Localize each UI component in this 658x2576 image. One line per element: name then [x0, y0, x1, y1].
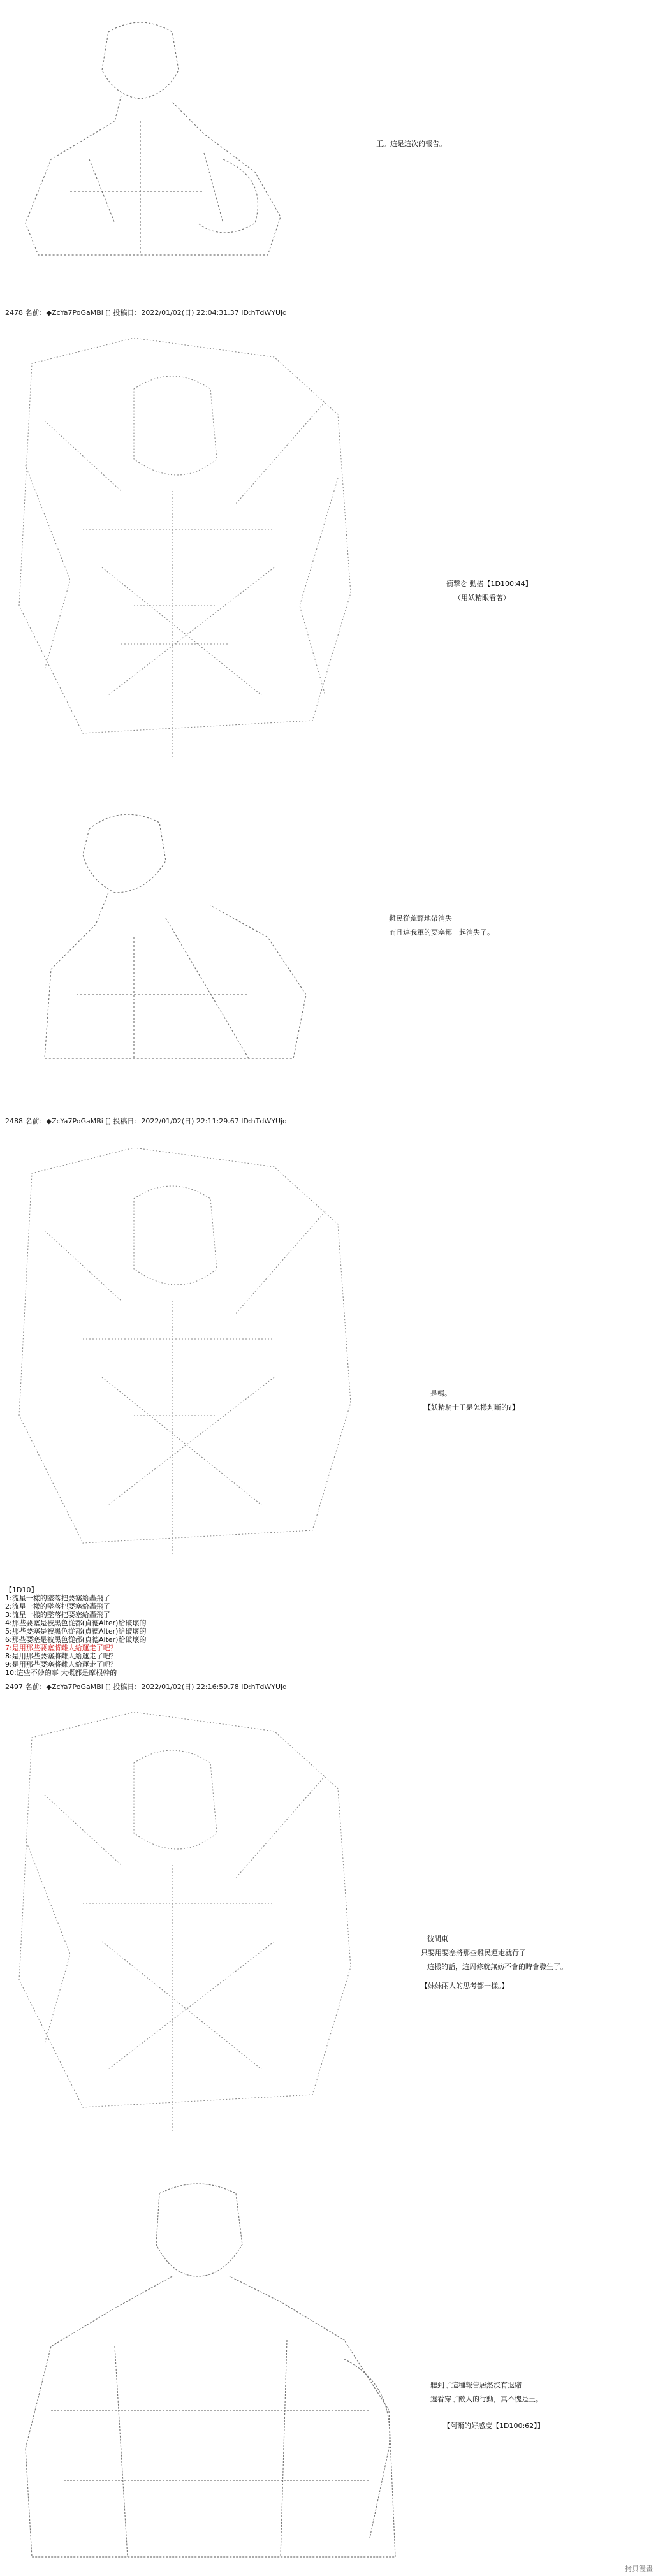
dialog-line: 而且連我軍的要塞都一起消失了。	[389, 928, 494, 937]
dialog-2	[446, 577, 532, 605]
vote-item: 10:這些不妙的事 大概都是摩根幹的	[5, 1669, 117, 1677]
post-header-2488: 2488 名前：◆ZcYa7PoGaMBi [] 投稿日：2022/01/02(日) 22:11:29.67 ID:hTdWYUjq	[5, 1117, 288, 1125]
dialog-5	[421, 1932, 567, 1993]
dialog-line: 還看穿了敵人的行動，真不愧是王。	[430, 2395, 543, 2403]
vote-item: 2:流星一樣的墜落把要塞給轟飛了	[5, 1602, 110, 1611]
panel-5	[0, 1699, 658, 2155]
ascii-art-knight-bust	[13, 13, 293, 287]
dialog-6	[430, 2378, 545, 2433]
vote-item: 7:是用那些要塞將難人給運走了吧？	[5, 1644, 117, 1652]
ascii-art-armored-king	[6, 338, 363, 778]
dialog-line: 難民從荒野地帶消失	[389, 914, 452, 923]
dialog-line: 是嗎。	[430, 1389, 451, 1398]
ascii-art-knight-bust-2	[38, 803, 319, 1084]
watermark: 拷貝漫畫	[625, 2565, 653, 2573]
dialog-line: 彼間東	[427, 1935, 448, 1943]
dialog-1	[376, 137, 446, 151]
dialog-line: 只要用要塞將那些難民運走就行了	[421, 1949, 526, 1957]
vote-item: 5:那些要塞是被黑色從都(貞德Alter)給破壞的	[5, 1627, 147, 1636]
ascii-art-muscular-knight	[13, 2181, 408, 2563]
vote-items	[5, 1594, 146, 1677]
panel-3	[0, 791, 658, 1097]
panel-4	[0, 1135, 658, 1575]
vote-item: 9:是用那些要塞將難人給運走了吧？	[5, 1660, 117, 1669]
panel-2	[0, 325, 658, 784]
dialog-line: 衝撃を 動搖【1D100:44】	[446, 580, 532, 588]
dialog-4	[424, 1387, 519, 1415]
panel-6	[0, 2168, 658, 2576]
dialog-line: （用妖精眼看著）	[454, 594, 510, 602]
vote-list	[5, 1586, 146, 1677]
vote-item: 8:是用那些要塞將難人給運走了吧？	[5, 1652, 117, 1660]
vote-item: 1:流星一樣的墜落把要塞給轟飛了	[5, 1594, 110, 1602]
dialog-line: 王。這是這次的報告。	[376, 140, 446, 148]
dialog-line: 【妖精騎士王是怎樣判斷的?】	[424, 1403, 519, 1412]
vote-item: 6:那些要塞是被黑色從都(貞德Alter)給破壞的	[5, 1636, 147, 1644]
dialog-line: 聽到了這種報告居然沒有退縮	[430, 2381, 522, 2389]
vote-item: 3:流星一樣的墜落把要塞給轟飛了	[5, 1611, 110, 1619]
dialog-3	[389, 912, 494, 940]
post-header-2497: 2497 名前：◆ZcYa7PoGaMBi [] 投稿日：2022/01/02(日) 22:16:59.78 ID:hTdWYUjq	[5, 1683, 288, 1691]
ascii-art-armored-king-3	[6, 1712, 363, 2146]
vote-item: 4:那些要塞是被黑色從都(貞德Alter)給破壞的	[5, 1619, 147, 1627]
dialog-line: 【妹妹兩人的思考都一樣。】	[421, 1982, 509, 1990]
ascii-art-armored-king-2	[6, 1148, 363, 1569]
post-header-2478: 2478 名前：◆ZcYa7PoGaMBi [] 投稿日：2022/01/02(日) 22:04:31.37 ID:hTdWYUjq	[5, 309, 288, 317]
vote-title: 【1D10】	[5, 1586, 38, 1594]
dialog-line: 這樣的話，這周條就無妨不會的時會發生了。	[427, 1963, 567, 1971]
panel-1	[0, 0, 658, 293]
dialog-line: 【阿爾的好感度【1D100:62】】	[443, 2422, 545, 2430]
